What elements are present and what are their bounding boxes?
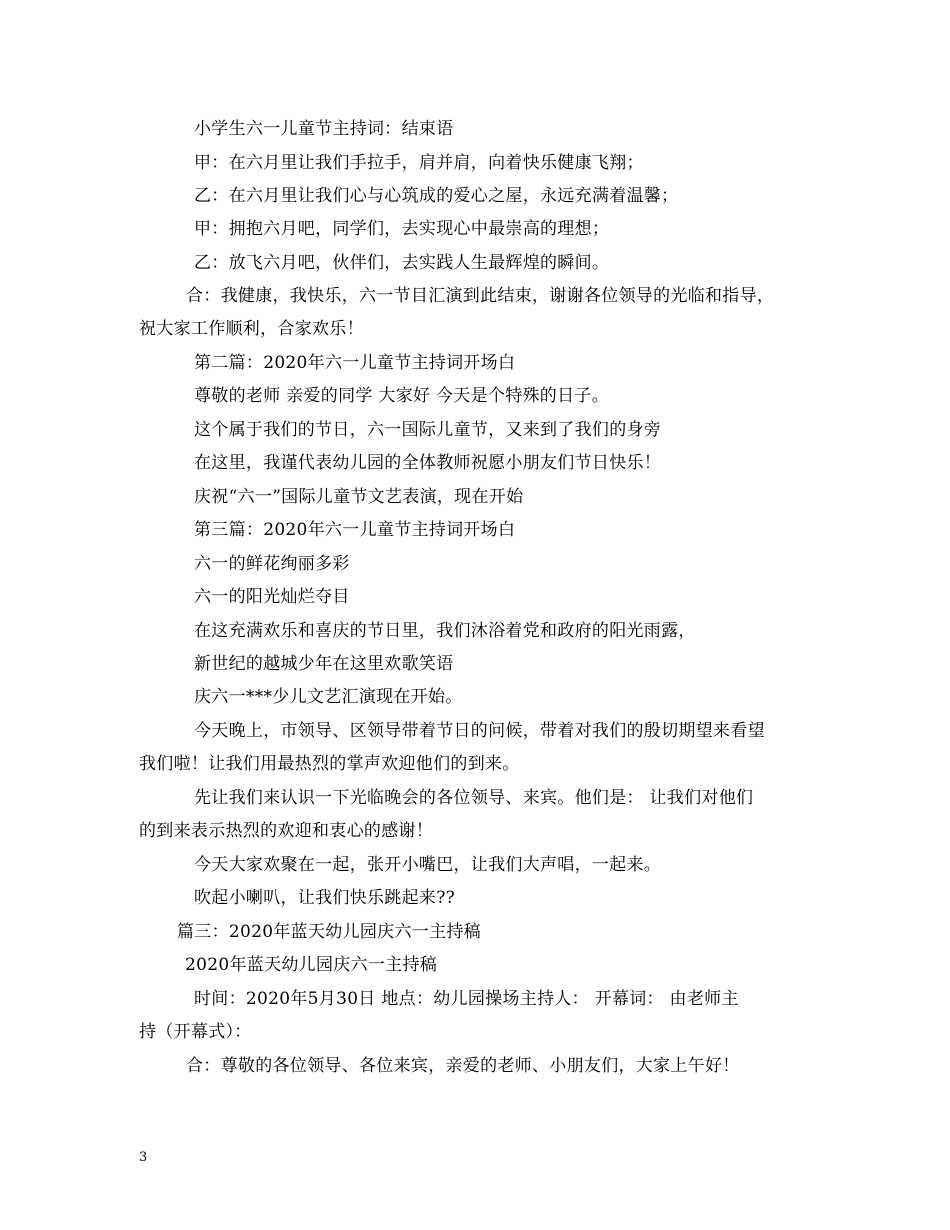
text-line: 先让我们来认识一下光临晚会的各位领导、来宾。他们是： 让我们对他们 xyxy=(194,788,754,808)
section-heading: 第三篇：2020年六一儿童节主持词开场白 xyxy=(194,520,516,540)
text-line: 持（开幕式）： xyxy=(139,1022,252,1042)
text-line: 的到来表示热烈的欢迎和衷心的感谢！ xyxy=(139,821,434,841)
text-line: 祝大家工作顺利，合家欢乐！ xyxy=(139,319,364,339)
text-line: 我们啦！让我们用最热烈的掌声欢迎他们的到来。 xyxy=(139,754,520,774)
text-line: 今天大家欢聚在一起，张开小嘴巴，让我们大声唱，一起来。 xyxy=(194,855,662,875)
text-line: 庆祝“六一”国际儿童节文艺表演，现在开始 xyxy=(194,487,524,507)
text-line: 在这充满欢乐和喜庆的节日里，我们沐浴着党和政府的阳光雨露， xyxy=(194,621,696,641)
text-line: 尊敬的老师 亲爱的同学 大家好 今天是个特殊的日子。 xyxy=(194,386,610,406)
section-heading: 第二篇：2020年六一儿童节主持词开场白 xyxy=(194,353,516,373)
text-line: 甲：拥抱六月吧，同学们，去实现心中最崇高的理想； xyxy=(194,219,610,239)
text-line: 乙：放飞六月吧，伙伴们，去实践人生最辉煌的瞬间。 xyxy=(194,253,610,273)
text-line: 合：我健康，我快乐，六一节目汇演到此结束，谢谢各位领导的光临和指导， xyxy=(186,286,775,306)
page-number: 3 xyxy=(139,1150,148,1165)
text-line: 今天晚上，市领导、区领导带着节日的问候，带着对我们的殷切期望来看望 xyxy=(194,721,765,741)
text-line: 2020年蓝天幼儿园庆六一主持稿 xyxy=(185,955,438,975)
text-line: 吹起小喇叭，让我们快乐跳起来?? xyxy=(194,888,456,908)
text-line: 六一的鲜花绚丽多彩 xyxy=(194,554,350,574)
text-line: 甲：在六月里让我们手拉手，肩并肩，向着快乐健康飞翔； xyxy=(194,153,644,173)
text-line: 六一的阳光灿烂夺目 xyxy=(194,587,350,607)
text-line: 新世纪的越城少年在这里欢歌笑语 xyxy=(194,654,454,674)
text-line: 庆六一***少儿文艺汇演现在开始。 xyxy=(194,687,463,707)
text-line: 乙：在六月里让我们心与心筑成的爱心之屋，永远充满着温馨； xyxy=(194,186,679,206)
text-line: 这个属于我们的节日，六一国际儿童节，又来到了我们的身旁 xyxy=(194,420,662,440)
text-line: 在这里，我谨代表幼儿园的全体教师祝愿小朋友们节日快乐！ xyxy=(194,453,662,473)
section-heading: 篇三：2020年蓝天幼儿园庆六一主持稿 xyxy=(177,922,481,942)
text-line: 合：尊敬的各位领导、各位来宾，亲爱的老师、小朋友们，大家上午好！ xyxy=(186,1056,740,1076)
text-line: 小学生六一儿童节主持词：结束语 xyxy=(194,119,454,139)
text-line: 时间：2020年5月30日 地点：幼儿园操场主持人： 开幕词： 由老师主 xyxy=(194,989,739,1009)
